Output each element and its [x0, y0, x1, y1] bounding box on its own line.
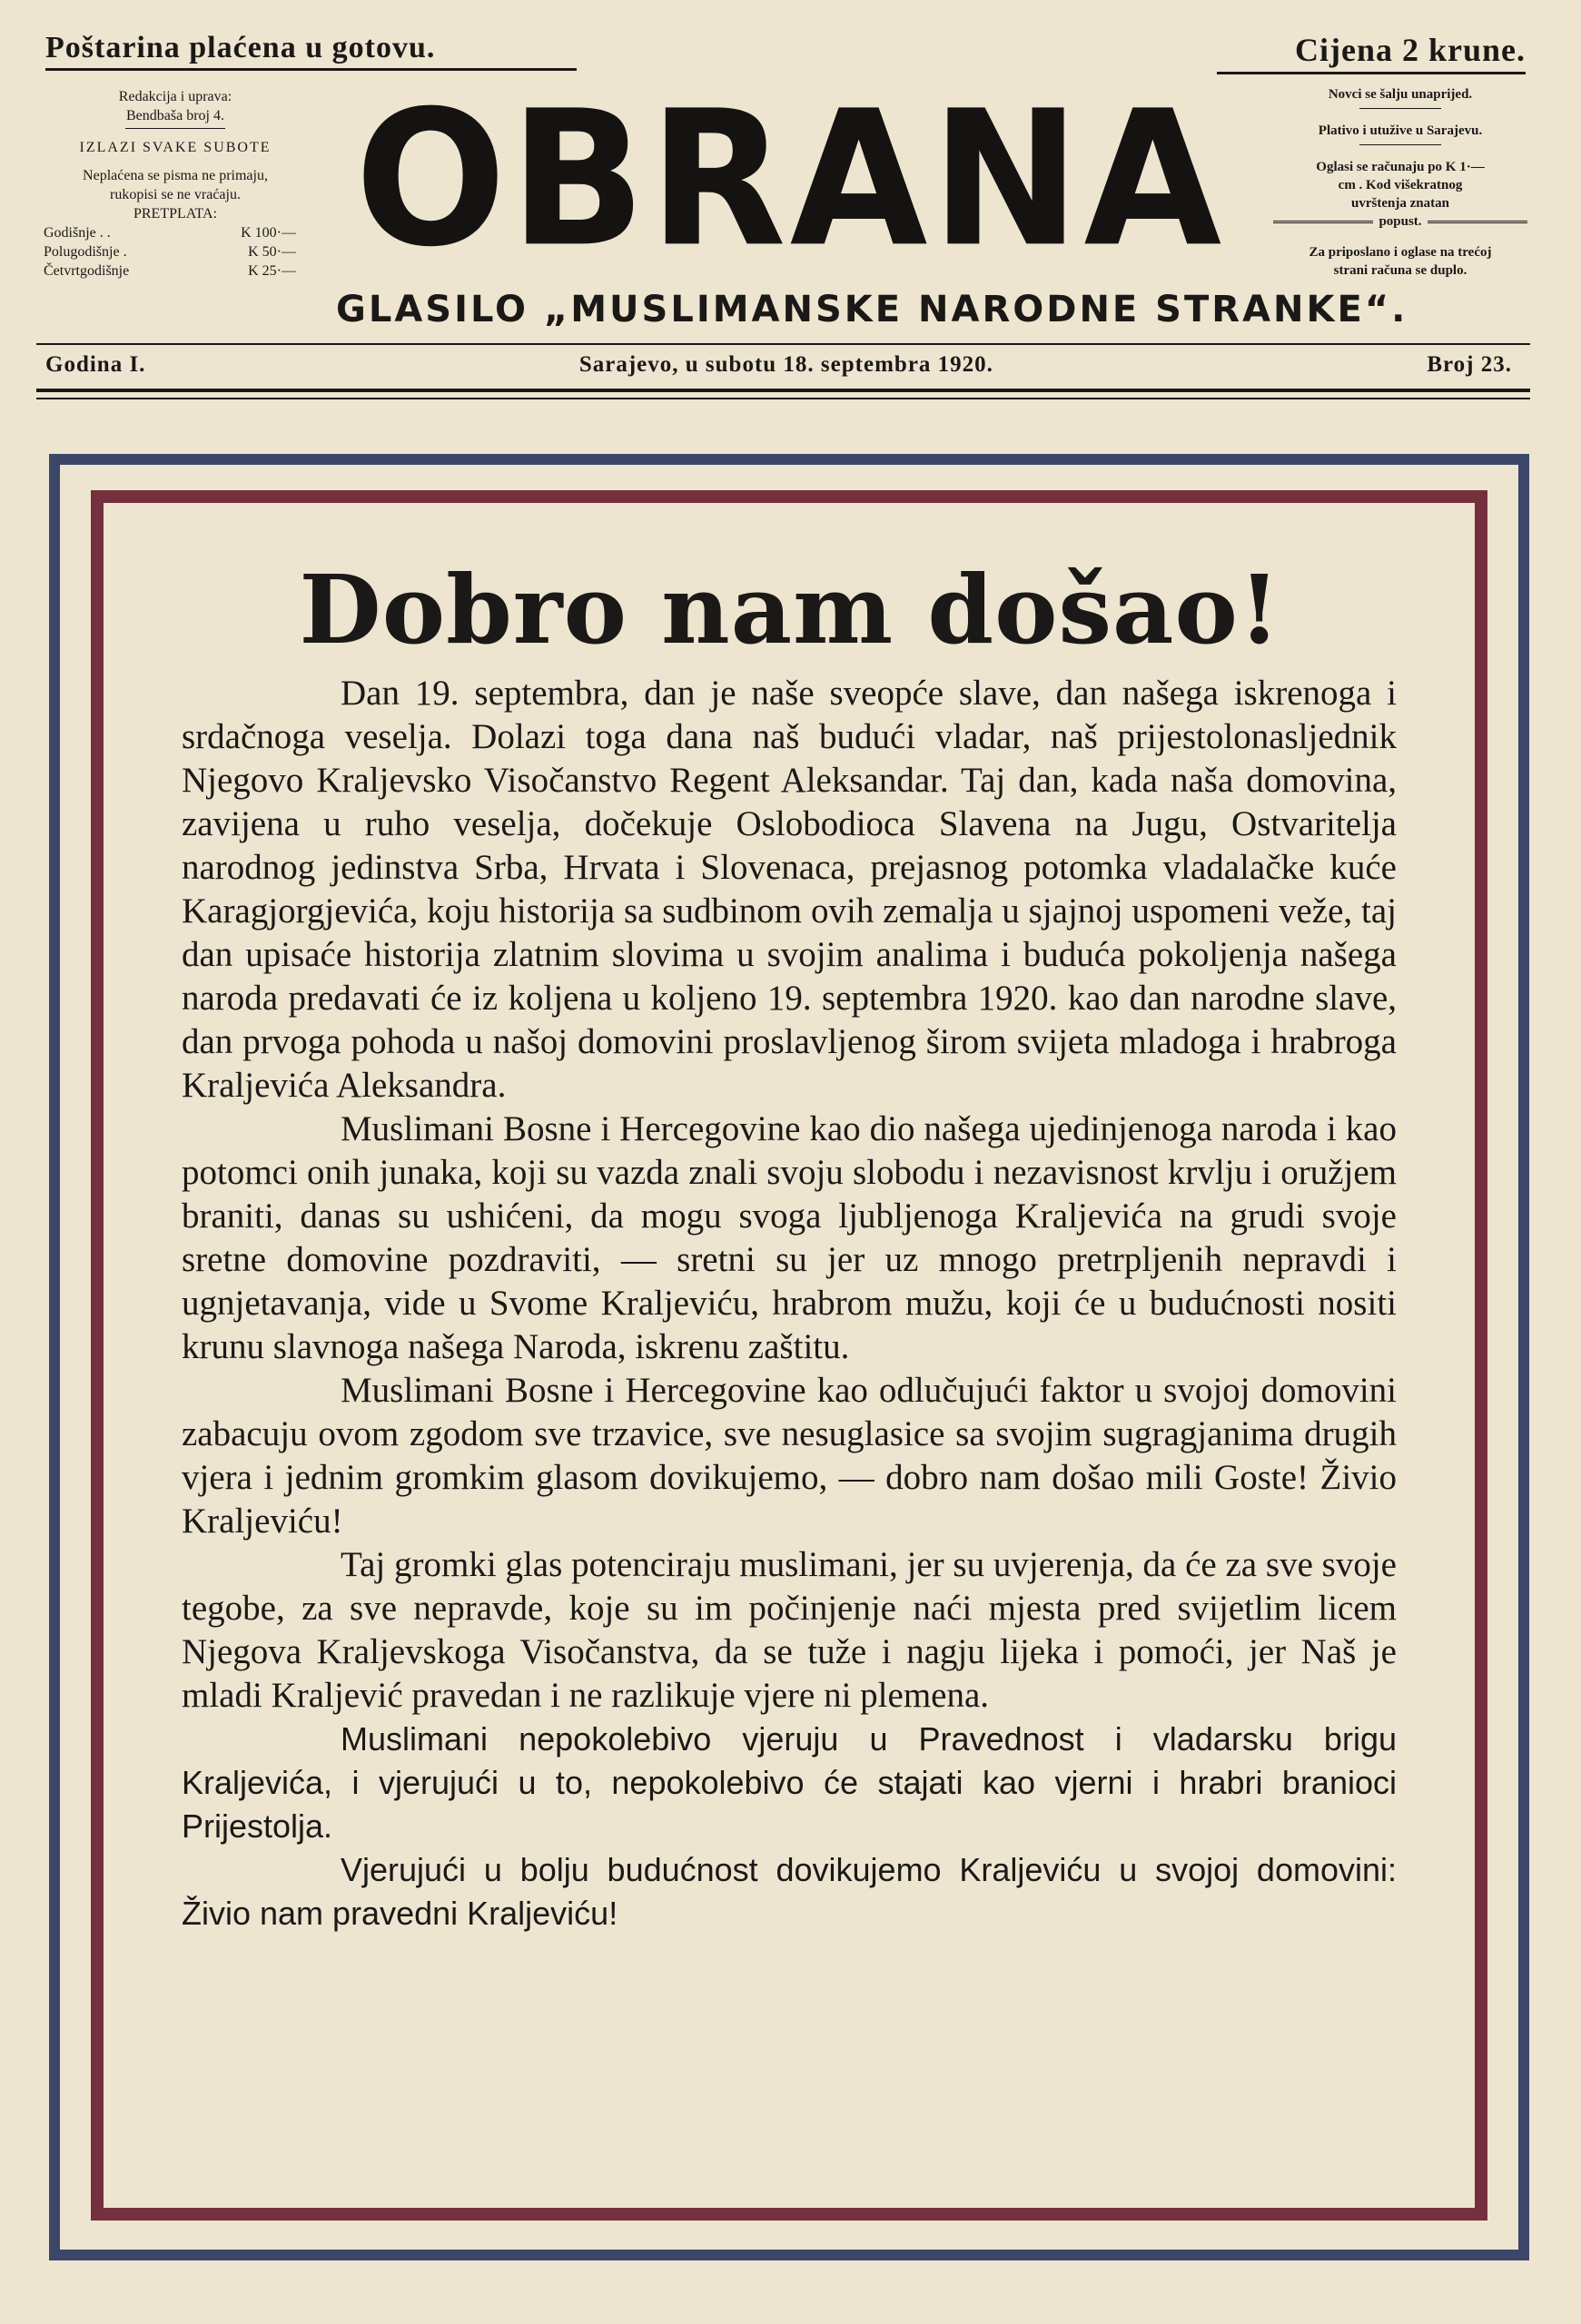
subscription-row: [44, 242, 307, 261]
issue-number: Broj 23.: [1427, 352, 1512, 377]
manuscripts-policy: rukopisi se ne vraćaju.: [110, 187, 241, 202]
subscription-price: K 50·—: [248, 244, 296, 260]
ad-rate-note-3: uvrštenja znatan: [1351, 196, 1449, 211]
article-paragraph: Dan 19. septembra, dan je naše sveopće slave, dan našega iskrenoga i srdačnoga veselja. Dolazi toga dana naš budući vladar, naš prijestolonasljednik Njegovo Kraljevsko Visočanstvo Regent Aleksandar. Taj dan, kada naša domovina, zavijena u ruho veselja, dočekuje Oslobodioca Slavena na Jugu, Ostvaritelja narodnog jedinstva Srba, Hrvata i Slovenaca, prejasnog potomka vladalačke kuće Karagjorgjevića, koju historija sa sudbinom ovih zemalja u sjajnoj uspomeni veže, taj dan upisaće historija zlatnim slovima u svojim analima i buduća pokoljenja našega naroda predavati će iz koljena u koljeno 19. septembra 1920. kao dan narodne slave, dan prvoga pohoda u našoj domovini proslavljenog širom svijeta mladoga i hrabroga Kraljevića Aleksandra.: [182, 674, 1397, 1105]
ad-rate-note-2: cm . Kod višekratnog: [1338, 178, 1463, 192]
divider: [125, 128, 225, 129]
volume-year: Godina I.: [45, 352, 146, 377]
newspaper-subtitle: GLASILO „MUSLIMANSKE NARODNE STRANKE“.: [336, 289, 1408, 330]
masthead-rule-top: [36, 343, 1530, 345]
editorial-address-label: Redakcija i uprava:: [118, 89, 232, 104]
article-paragraph: Muslimani nepokolebivo vjeruju u Pravednost i vladarsku brigu Kraljevića, i vjerujući u to, nepokolebivo će stajati kao vjerni i hrabri branioci Prijestolja.: [182, 1720, 1397, 1845]
third-page-note-2: strani računa se duplo.: [1333, 263, 1467, 278]
divider: [1359, 144, 1441, 145]
masthead-rule-bottom-thin: [36, 398, 1530, 399]
article-paragraph: Vjerujući u bolju budućnost dovikujemo Kraljeviću u svojoj domovini: Živio nam pravedni Kraljeviću!: [182, 1851, 1397, 1932]
editorial-address: Bendbaša broj 4.: [126, 108, 224, 123]
jurisdiction-note: Plativo i utužive u Sarajevu.: [1318, 123, 1483, 138]
article-paragraph: Muslimani Bosne i Hercegovine kao dio našega ujedinjenoga naroda i kao potomci onih junaka, koji su vazda znali svoju slobodu i nezavisnost krvlju i oružjem braniti, danas su ushićeni, da mogu svoga ljubljenoga Kraljevića na grudi svoje sretne domovine pozdraviti, — sretni su jer uz mnogo pretrpljenih nepravdi i ugnjetavanja, vide u Svome Kraljeviću, hrabrom mužu, koji će u budućnosti nositi krunu slavnoga našega Naroda, iskrenu zaštitu.: [182, 1109, 1397, 1366]
publication-schedule: IZLAZI SVAKE SUBOTE: [79, 140, 272, 155]
payment-note: Novci se šalju unaprijed.: [1328, 87, 1473, 102]
divider: [1359, 108, 1441, 109]
article-paragraph: Muslimani Bosne i Hercegovine kao odlučujući faktor u svojoj domovini zabacuju ovom zgodom sve trzavice, sve nesuglasice sa svojim sugragjanima drugih vjera i jednim gromkim glasom dovikujemo, — dobro nam došao mili Goste! Živio Kraljeviću!: [182, 1371, 1397, 1541]
subscription-period: Godišnje . .: [44, 225, 111, 241]
dateline-bar: [45, 352, 1512, 378]
article-paragraph: Taj gromki glas potenciraju muslimani, jer su uvjerenja, da će za sve svoje tegobe, za sve nepravde, koje su im počinjenje naći mjesta pred svijetlim licem Njegova Kraljevskoga Visočanstva, da se tuže i nagju lijeka i pomoći, jer Naš je mladi Kraljević pravedan i ne razlikuje vjere ni plemena.: [182, 1545, 1397, 1715]
subscription-price: K 100·—: [241, 225, 296, 241]
subscription-row: [44, 261, 307, 281]
postage-note: Poštarina plaćena u gotovu.: [45, 31, 577, 71]
third-page-note: Za priposlano i oglase na trećoj: [1309, 245, 1492, 260]
price-note: Cijena 2 krune.: [1217, 31, 1526, 74]
ad-discount-row: [1264, 212, 1537, 231]
divider: [1428, 221, 1527, 223]
subscription-heading: PRETPLATA:: [133, 206, 218, 222]
newspaper-logo: OBRANA: [354, 71, 1226, 289]
subscription-price: K 25·—: [248, 263, 296, 279]
subscription-row: [44, 223, 307, 242]
divider: [1273, 221, 1373, 223]
publisher-info: [44, 87, 307, 281]
article-body: [182, 672, 1397, 1935]
issue-date: Sarajevo, u subotu 18. septembra 1920.: [578, 352, 993, 377]
ad-rate-note: Oglasi se računaju po K 1·—: [1316, 160, 1485, 174]
ad-discount: popust.: [1378, 214, 1422, 229]
subscription-period: Četvrtgodišnje: [44, 263, 130, 279]
subscription-period: Polugodišnje .: [44, 244, 127, 260]
letters-policy: Neplaćena se pisma ne primaju,: [83, 168, 268, 183]
masthead-rule-bottom: [36, 389, 1530, 392]
advertising-info: [1264, 85, 1537, 280]
article-headline: Dobro nam došao!: [299, 554, 1281, 665]
